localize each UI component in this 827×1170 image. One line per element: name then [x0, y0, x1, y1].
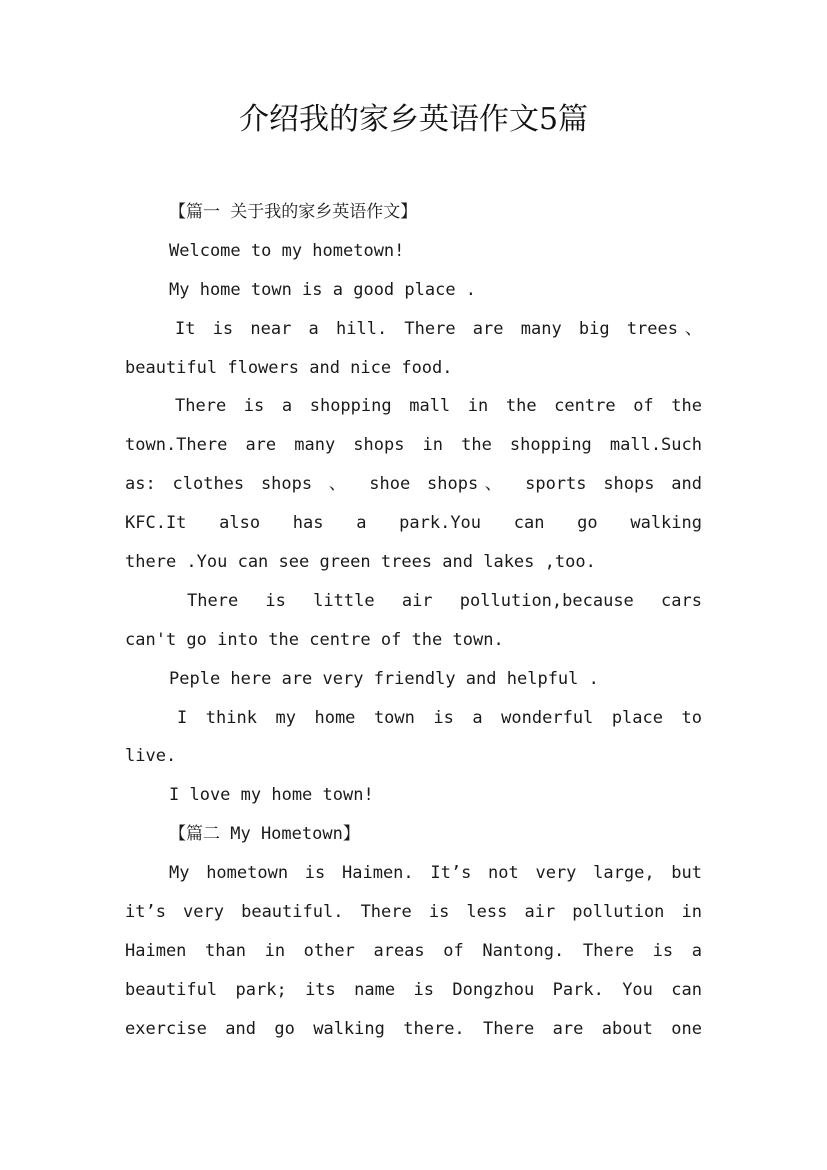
paragraph-line: There is a shopping mall in the centre of the	[175, 396, 702, 417]
paragraph-line: beautiful flowers and nice food.	[125, 357, 453, 378]
paragraph-line: I think my home town is a wonderful place to	[177, 707, 702, 728]
document-body	[125, 193, 702, 1049]
paragraph-line: as: clothes shops 、 shoe shops、 sports shops and	[125, 474, 702, 495]
document-title: 介绍我的家乡英语作文5篇	[238, 102, 589, 137]
paragraph-line: My hometown is Haimen. It’s not very large, but	[169, 863, 702, 884]
paragraph-line: KFC.It also has a park.You can go walking	[125, 513, 702, 534]
section-heading-1: 【篇一 关于我的家乡英语作文】	[169, 202, 418, 222]
paragraph-line: My home town is a good place .	[169, 279, 477, 300]
paragraph-line: beautiful park; its name is Dongzhou Park. You can	[125, 979, 702, 1000]
paragraph-line: exercise and go walking there. There are about one	[125, 1018, 702, 1039]
paragraph-line: I love my home town!	[169, 785, 374, 806]
paragraph-line: town.There are many shops in the shopping mall.Such	[125, 435, 702, 456]
section-heading-2: 【篇二 My Hometown】	[169, 824, 360, 845]
paragraph-line: Welcome to my hometown!	[169, 240, 405, 261]
paragraph-line: live.	[125, 746, 177, 767]
paragraph-line: There is little air pollution,because cars	[187, 590, 702, 611]
paragraph-line: It is near a hill. There are many big trees、	[175, 318, 702, 339]
paragraph-line: can't go into the centre of the town.	[125, 629, 504, 650]
paragraph-line: Haimen than in other areas of Nantong. There is a	[125, 940, 702, 961]
paragraph-line: it’s very beautiful. There is less air pollution in	[125, 902, 702, 923]
paragraph-line: Peple here are very friendly and helpful .	[169, 668, 599, 689]
paragraph-line: there .You can see green trees and lakes ,too.	[125, 552, 596, 573]
